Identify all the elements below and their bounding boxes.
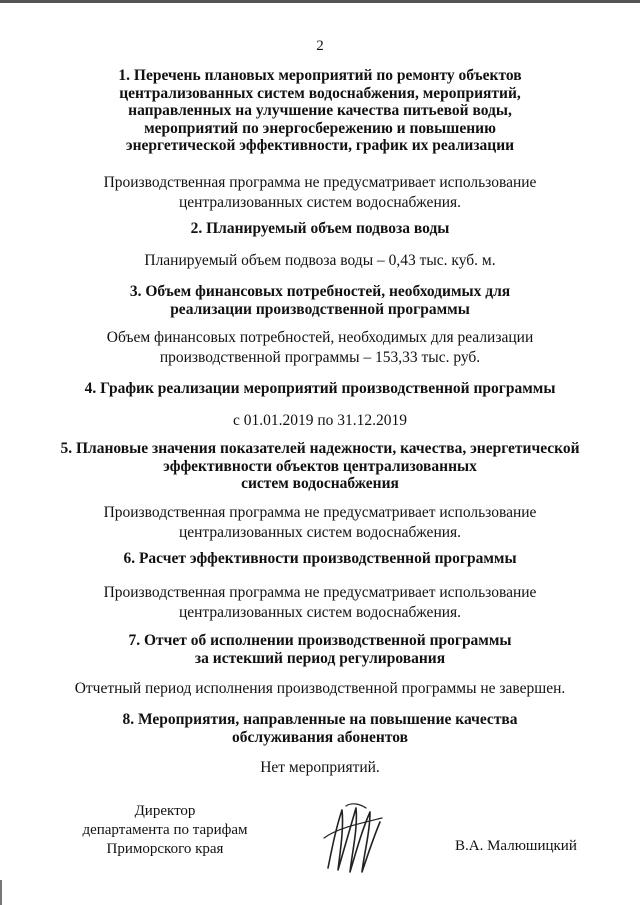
section-3-heading: [0, 283, 640, 318]
signatory-name: В.А. Малюшицкий: [455, 838, 577, 854]
heading-line: мероприятий по энергосбережению и повышению: [144, 119, 496, 137]
body-line: производственной программы – 153,33 тыс. руб.: [159, 348, 481, 366]
position-line: департамента по тарифам: [82, 822, 248, 838]
body-line: Производственная программа не предусматривает использование: [103, 504, 537, 521]
scan-edge-left: [0, 880, 2, 905]
body-line: централизованных систем водоснабжения.: [178, 603, 462, 621]
heading-line: за истекший период регулирования: [194, 649, 446, 667]
page-number: 2: [316, 38, 324, 54]
body-line: Нет мероприятий.: [260, 759, 380, 776]
section-4-heading: [0, 380, 640, 398]
body-line: Отчетный период исполнения производственной программы не завершен.: [74, 680, 566, 697]
section-5-body: [0, 503, 640, 542]
signatory-position: [70, 802, 260, 859]
body-line: централизованных систем водоснабжения.: [178, 523, 462, 541]
heading-line: централизованных систем водоснабжения, мероприятий,: [119, 84, 521, 102]
body-line: Объем финансовых потребностей, необходимых для реализации: [106, 329, 534, 346]
section-1-body: [0, 173, 640, 212]
section-7-body: [0, 679, 640, 699]
heading-line: 8. Мероприятия, направленные на повышение качества: [122, 711, 518, 728]
position-line: Директор: [134, 803, 196, 819]
section-8-heading: [0, 711, 640, 746]
body-line: Производственная программа не предусматривает использование: [103, 584, 537, 601]
body-line: Планируемый объем подвоза воды – 0,43 тыс. куб. м.: [144, 252, 496, 269]
heading-line: реализации производственной программы: [170, 300, 470, 318]
body-line: с 01.01.2019 по 31.12.2019: [232, 412, 408, 429]
position-line: Приморского края: [106, 841, 224, 857]
scan-edge-top: [0, 0, 640, 3]
heading-line: эффективности объектов централизованных: [163, 457, 477, 475]
section-4-body: [0, 411, 640, 431]
heading-line: 1. Перечень плановых мероприятий по ремонту объектов: [118, 67, 522, 84]
section-6-body: [0, 583, 640, 622]
section-6-heading: [0, 550, 640, 568]
heading-line: систем водоснабжения: [241, 475, 399, 492]
section-2-heading: [0, 220, 640, 238]
heading-line: обслуживания абонентов: [232, 728, 408, 746]
section-8-body: [0, 758, 640, 778]
section-2-body: [0, 251, 640, 271]
body-line: Производственная программа не предусматривает использование: [103, 174, 537, 191]
heading-line: 2. Планируемый объем подвоза воды: [190, 220, 450, 237]
section-3-body: [0, 328, 640, 367]
heading-line: 3. Объем финансовых потребностей, необходимых для: [129, 283, 511, 300]
heading-line: 7. Отчет об исполнении производственной программы: [128, 632, 512, 649]
handwritten-signature: [318, 798, 388, 878]
body-line: централизованных систем водоснабжения.: [178, 193, 462, 211]
heading-line: 6. Расчет эффективности производственной программы: [123, 550, 517, 567]
heading-line: 5. Плановые значения показателей надежности, качества, энергетической: [60, 440, 580, 457]
heading-line: 4. График реализации мероприятий производственной программы: [84, 380, 556, 397]
heading-line: энергетической эффективности, график их реализации: [125, 137, 515, 154]
section-7-heading: [0, 632, 640, 667]
section-5-heading: [0, 440, 640, 493]
section-1-heading: [0, 67, 640, 155]
heading-line: направленных на улучшение качества питьевой воды,: [128, 102, 512, 119]
